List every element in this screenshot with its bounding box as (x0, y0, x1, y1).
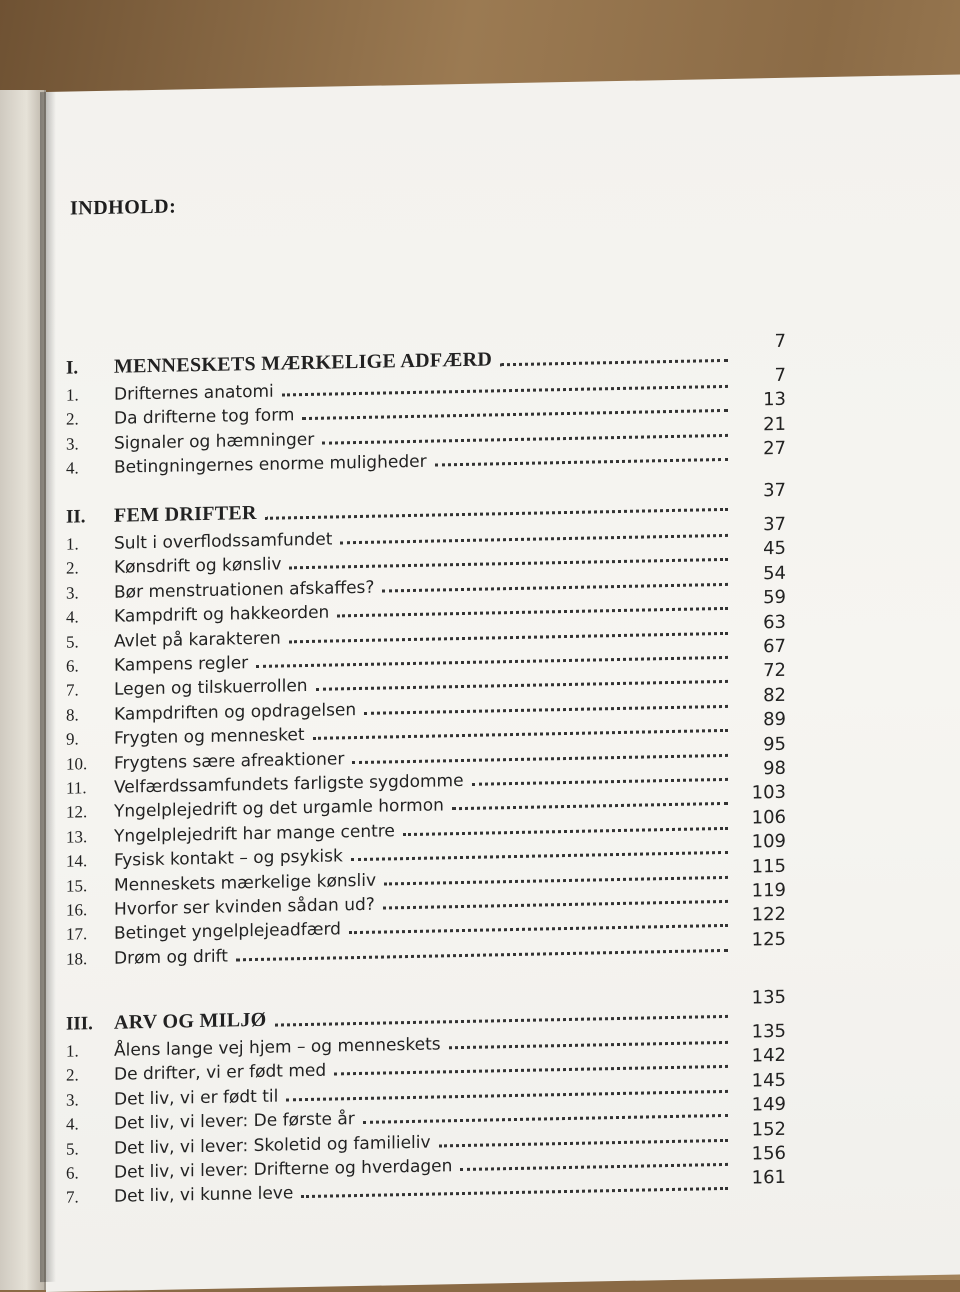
entry-title: Det liv, vi lever: Drifterne og hverdagen (114, 1156, 453, 1183)
entry-page-number: 122 (751, 904, 786, 926)
entry-number: 15. (66, 875, 88, 896)
entry-title: Frygten og mennesket (114, 725, 305, 749)
entry-page-number: 119 (751, 879, 786, 902)
dot-leader (500, 359, 728, 366)
chapter-title: MENNESKETS MÆRKELIGE ADFÆRD (114, 348, 493, 378)
dot-leader (301, 1187, 728, 1198)
entry-number: 1. (66, 1041, 79, 1061)
entry-title: Det liv, vi lever: De første år (114, 1109, 355, 1134)
entry-page-number: 152 (751, 1118, 786, 1141)
entry-number: 5. (66, 1138, 79, 1159)
entry-number: 3. (66, 1090, 79, 1110)
book-page (46, 74, 960, 1292)
entry-number: 1. (66, 534, 79, 554)
entry-title: De drifter, vi er født med (114, 1061, 327, 1086)
entry-page-number: 109 (751, 830, 786, 853)
entry-number: 8. (66, 705, 79, 725)
entry-number: 2. (66, 1065, 79, 1086)
entry-number: 7. (66, 1187, 79, 1208)
contents-heading: INDHOLD: (70, 195, 177, 220)
entry-title: Drifternes anatomi (114, 381, 274, 405)
entry-title: Kønsdrift og kønsliv (114, 554, 282, 579)
entry-title: Yngelplejedrift og det urgamle hormon (114, 795, 444, 823)
entry-number: 4. (66, 1114, 79, 1134)
entry-title: Yngelplejedrift har mange centre (114, 821, 395, 847)
entry-title: Kampdrift og hakkeorden (114, 602, 330, 627)
entry-number: 6. (66, 656, 79, 676)
entry-page-number: 13 (763, 389, 786, 411)
entry-title: Fysisk kontakt – og psykisk (114, 846, 343, 871)
entry-number: 16. (66, 900, 88, 920)
entry-title: Sult i overflodssamfundet (114, 529, 333, 554)
entry-title: Da drifterne tog form (114, 405, 295, 430)
entry-title: Menneskets mærkelige kønsliv (114, 870, 377, 896)
entry-page-number: 156 (751, 1142, 786, 1165)
entry-number: 6. (66, 1163, 79, 1183)
entry-page-number: 67 (763, 635, 786, 658)
entry-number: 3. (66, 583, 79, 603)
entry-title: Frygtens sære afreaktioner (114, 748, 345, 774)
entry-title: Det liv, vi lever: Skoletid og familieliv (114, 1132, 431, 1159)
entry-page-number: 149 (751, 1093, 786, 1116)
entry-number: 5. (66, 631, 79, 652)
entry-number: 18. (66, 949, 88, 969)
entry-page-number: 103 (751, 782, 786, 804)
entry-number: 12. (66, 802, 88, 823)
chapter-title: ARV OG MILJØ (114, 1008, 267, 1034)
entry-title: Betingningernes enorme muligheder (114, 451, 427, 478)
entry-number: 10. (66, 753, 88, 774)
entry-page-number: 106 (751, 806, 786, 829)
entry-page-number: 115 (751, 855, 786, 878)
entry-title: Betinget yngelplejeadfærd (114, 919, 341, 945)
entry-title: Kampdriften og opdragelsen (114, 699, 357, 725)
chapter-page-number: 37 (763, 479, 786, 502)
entry-title: Drøm og drift (114, 946, 228, 969)
entry-page-number: 142 (751, 1045, 786, 1067)
entry-page-number: 95 (763, 733, 786, 755)
entry-number: 4. (66, 607, 79, 627)
entry-title: Legen og tilskuerrollen (114, 676, 308, 701)
entry-number: 3. (66, 434, 79, 454)
entry-title: Det liv, vi er født til (114, 1086, 279, 1110)
entry-title: Det liv, vi kunne leve (114, 1183, 294, 1208)
chapter-page-number: 135 (751, 986, 786, 1009)
entry-page-number: 82 (763, 684, 786, 707)
entry-number: 9. (66, 729, 79, 749)
entry-title: Velfærdssamfundets farligste sygdomme (114, 770, 464, 798)
entry-page-number: 59 (763, 586, 786, 609)
entry-page-number: 135 (751, 1020, 786, 1043)
entry-title: Kampens regler (114, 653, 249, 676)
entry-page-number: 145 (751, 1069, 786, 1092)
entry-number: 4. (66, 458, 79, 478)
entry-title: Hvorfor ser kvinden sådan ud? (114, 894, 375, 920)
chapter-number: I. (66, 357, 79, 379)
chapter-title: FEM DRIFTER (114, 501, 257, 527)
dot-leader (236, 949, 728, 961)
entry-page-number: 125 (751, 928, 786, 951)
dot-leader (435, 458, 728, 467)
chapter-number: II. (66, 506, 86, 528)
entry-number: 1. (66, 385, 79, 405)
chapter-number: III. (66, 1013, 93, 1035)
entry-number: 14. (66, 851, 88, 871)
entry-title: Signaler og hæmninger (114, 429, 315, 454)
entry-number: 2. (66, 409, 79, 430)
entry-page-number: 63 (763, 611, 786, 633)
entry-page-number: 37 (763, 513, 786, 536)
entry-page-number: 54 (763, 562, 786, 585)
entry-title: Bør menstruationen afskaffes? (114, 577, 375, 603)
entry-page-number: 89 (763, 708, 786, 731)
entry-page-number: 161 (751, 1167, 786, 1189)
entry-page-number: 45 (763, 538, 786, 560)
entry-page-number: 7 (774, 364, 786, 387)
entry-page-number: 27 (763, 437, 786, 460)
entry-number: 2. (66, 558, 79, 579)
entry-page-number: 98 (763, 757, 786, 780)
entry-number: 7. (66, 680, 79, 701)
spine-shadow (40, 92, 56, 1282)
entry-title: Ålens lange vej hjem – og menneskets (114, 1034, 441, 1061)
entry-title: Avlet på karakteren (114, 628, 281, 652)
entry-number: 13. (66, 827, 88, 847)
chapter-page-number: 7 (774, 330, 786, 353)
entry-page-number: 72 (763, 660, 786, 682)
entry-number: 11. (66, 778, 87, 798)
entry-page-number: 21 (763, 413, 786, 436)
entry-number: 17. (66, 924, 88, 945)
